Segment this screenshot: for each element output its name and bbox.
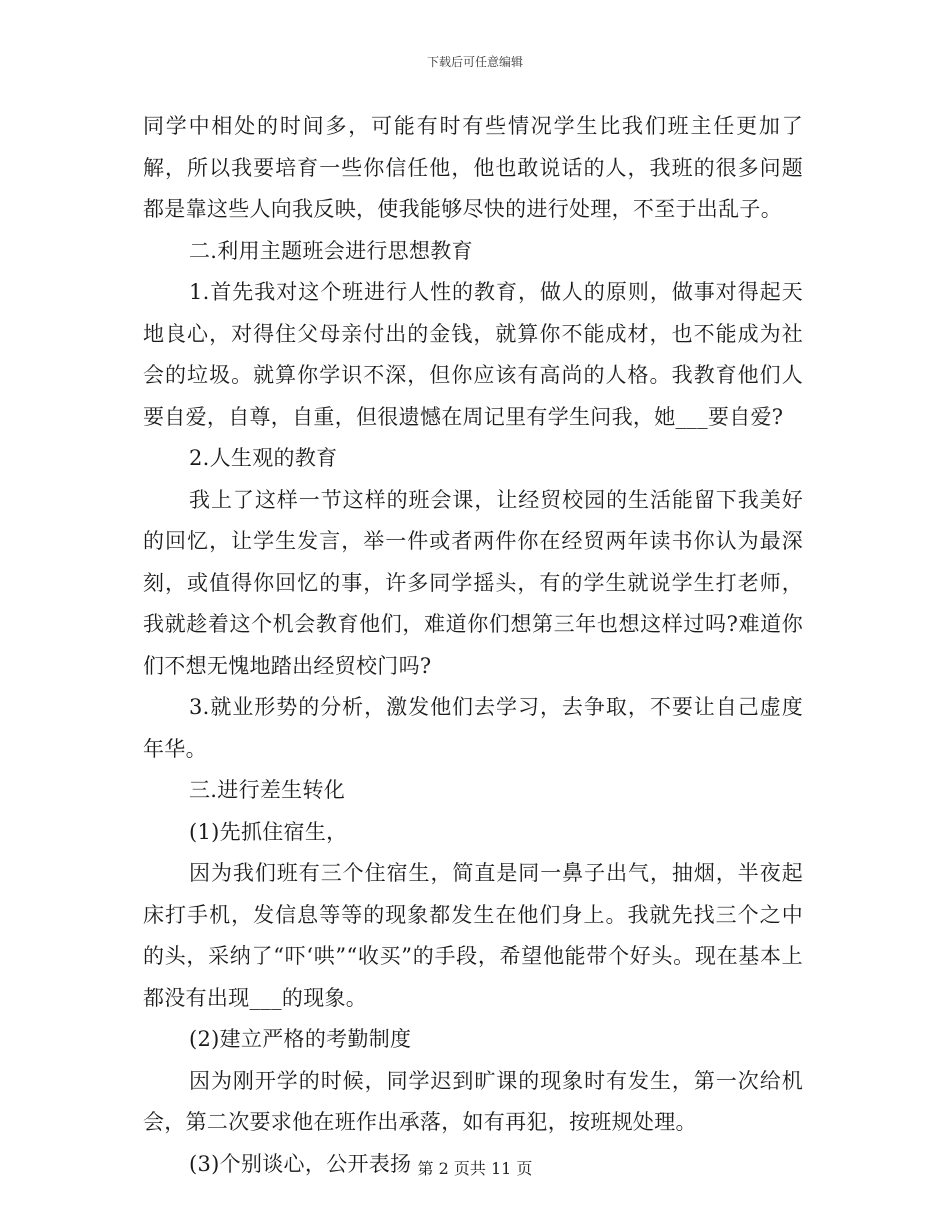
paragraph-item-3: 3.就业形势的分析，激发他们去学习，去争取，不要让自己虚度年华。 — [143, 695, 803, 761]
paragraph-dorm-students: 因为我们班有三个住宿生，简直是同一鼻子出气，抽烟，半夜起床打手机，发信息等等的现象都发生在他们身上。我就先找三个之中的头，采纳了“吓‘哄”“收买”的手段，希望他能带个好头。现在基本上都没有出现___的现象。 — [143, 861, 803, 1010]
subheading-2: (2)建立严格的考勤制度 — [189, 1027, 412, 1051]
subheading-3: (3)个别谈心，公开表扬 — [189, 1151, 412, 1176]
paragraph-continuation: 同学中相处的时间多，可能有时有些情况学生比我们班主任更加了解，所以我要培育一些你信任他，他也敢说话的人，我班的很多问题都是靠这些人向我反映，使我能够尽快的进行处理，不至于出乱子。 — [143, 114, 803, 221]
paragraph-item-1: 1.首先我对这个班进行人性的教育，做人的原则，做事对得起天地良心，对得住父母亲付出的金钱，就算你不能成材，也不能成为社会的垃圾。就算你学识不深，但你应该有高尚的人格。我教育他们人要自爱，自尊，自重，但很遗憾在周记里有学生问我，她___要自爱? — [143, 280, 803, 429]
section-heading-2: 二.利用主题班会进行思想教育 — [189, 238, 473, 263]
subheading-1: (1)先抓住宿生， — [189, 819, 348, 844]
document-body — [143, 106, 803, 1185]
page-header: 下载后可任意编辑 — [426, 55, 523, 69]
section-heading-3: 三.进行差生转化 — [189, 778, 346, 802]
paragraph-class-meeting: 我上了这样一节这样的班会课，让经贸校园的生活能留下我美好的回忆，让学生发言，举一件或者两件你在经贸两年读书你认为最深刻，或值得你回忆的事，许多同学摇头，有的学生就说学生打老师，我就趁着这个机会教育他们，难道你们想第三年也想这样过吗?难道你们不想无愧地踏出经贸校门吗? — [143, 487, 803, 678]
paragraph-item-2-heading: 2.人生观的教育 — [189, 446, 338, 470]
paragraph-attendance: 因为刚开学的时候，同学迟到旷课的现象时有发生，第一次给机会，第二次要求他在班作出承落，如有再犯，按班规处理。 — [143, 1068, 803, 1134]
page-footer: 第 2 页共 11 页 — [417, 1159, 533, 1178]
